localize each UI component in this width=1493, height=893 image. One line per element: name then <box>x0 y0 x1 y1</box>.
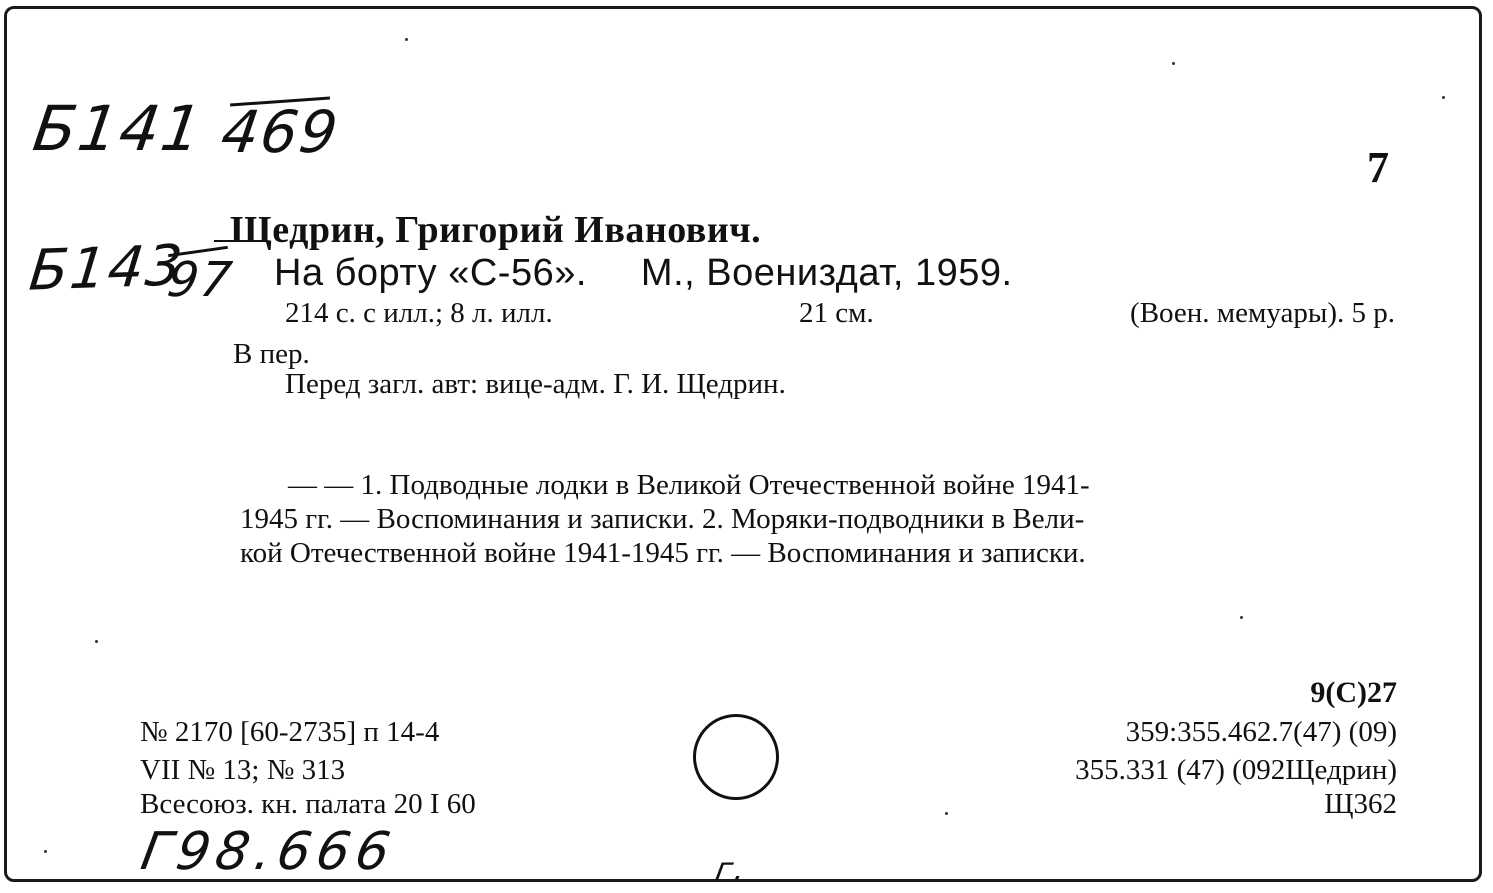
publication: М., Воениздат, 1959. <box>640 252 1013 294</box>
registration-number: № 2170 [60-2735] п 14-4 <box>140 716 440 748</box>
subject-line: — — 1. Подводные лодки в Великой Отечественной войне 1941- <box>288 469 1090 501</box>
note: Перед загл. авт: вице-адм. Г. И. Щедрин. <box>285 368 786 400</box>
subject-line: кой Отечественной войне 1941-1945 гг. — Воспоминания и записки. <box>240 537 1086 569</box>
scan-speck <box>1172 62 1175 65</box>
subject-line: 1945 гг. — Воспоминания и записки. 2. Моряки-подводники в Вели- <box>240 503 1085 535</box>
scan-speck <box>1442 96 1445 99</box>
scan-speck <box>1240 616 1243 619</box>
scan-speck <box>945 812 948 815</box>
card-number: 7 <box>1367 143 1389 192</box>
handwritten-call-number-2: Б143 <box>26 233 188 304</box>
subject-headings <box>240 468 1396 570</box>
udc-index-1: 359:355.462.7(47) (09) <box>1125 716 1397 748</box>
card-punch-hole <box>693 714 779 800</box>
handwritten-call-number-2-sub: 97 <box>164 252 238 308</box>
handwritten-call-number-1-sub: 469 <box>217 98 344 166</box>
size: 21 см. <box>799 297 874 329</box>
scan-speck <box>405 38 408 41</box>
handwritten-mark: г. <box>712 850 751 888</box>
bbk-index: 9(C)27 <box>1310 676 1397 709</box>
series-price: (Воен. мемуары). 5 р. <box>1130 297 1395 329</box>
binding: В пер. <box>233 338 310 370</box>
handwritten-call-number-1: Б141 <box>28 92 209 165</box>
registration-issue: VII № 13; № 313 <box>140 754 346 786</box>
udc-index-2: 355.331 (47) (092Щедрин) <box>1075 754 1397 786</box>
title: На борту «С-56». <box>274 252 587 294</box>
author-sign: Щ362 <box>1324 788 1397 820</box>
scan-speck <box>95 640 98 643</box>
handwritten-inventory-number: Г98.666 <box>136 822 401 882</box>
pages: 214 с. с илл.; 8 л. илл. <box>285 297 553 329</box>
scan-speck <box>44 850 47 853</box>
title-line <box>274 252 1013 295</box>
chamber-date: Всесоюз. кн. палата 20 I 60 <box>140 788 476 820</box>
author-heading: Щедрин, Григорий Иванович. <box>230 209 762 251</box>
